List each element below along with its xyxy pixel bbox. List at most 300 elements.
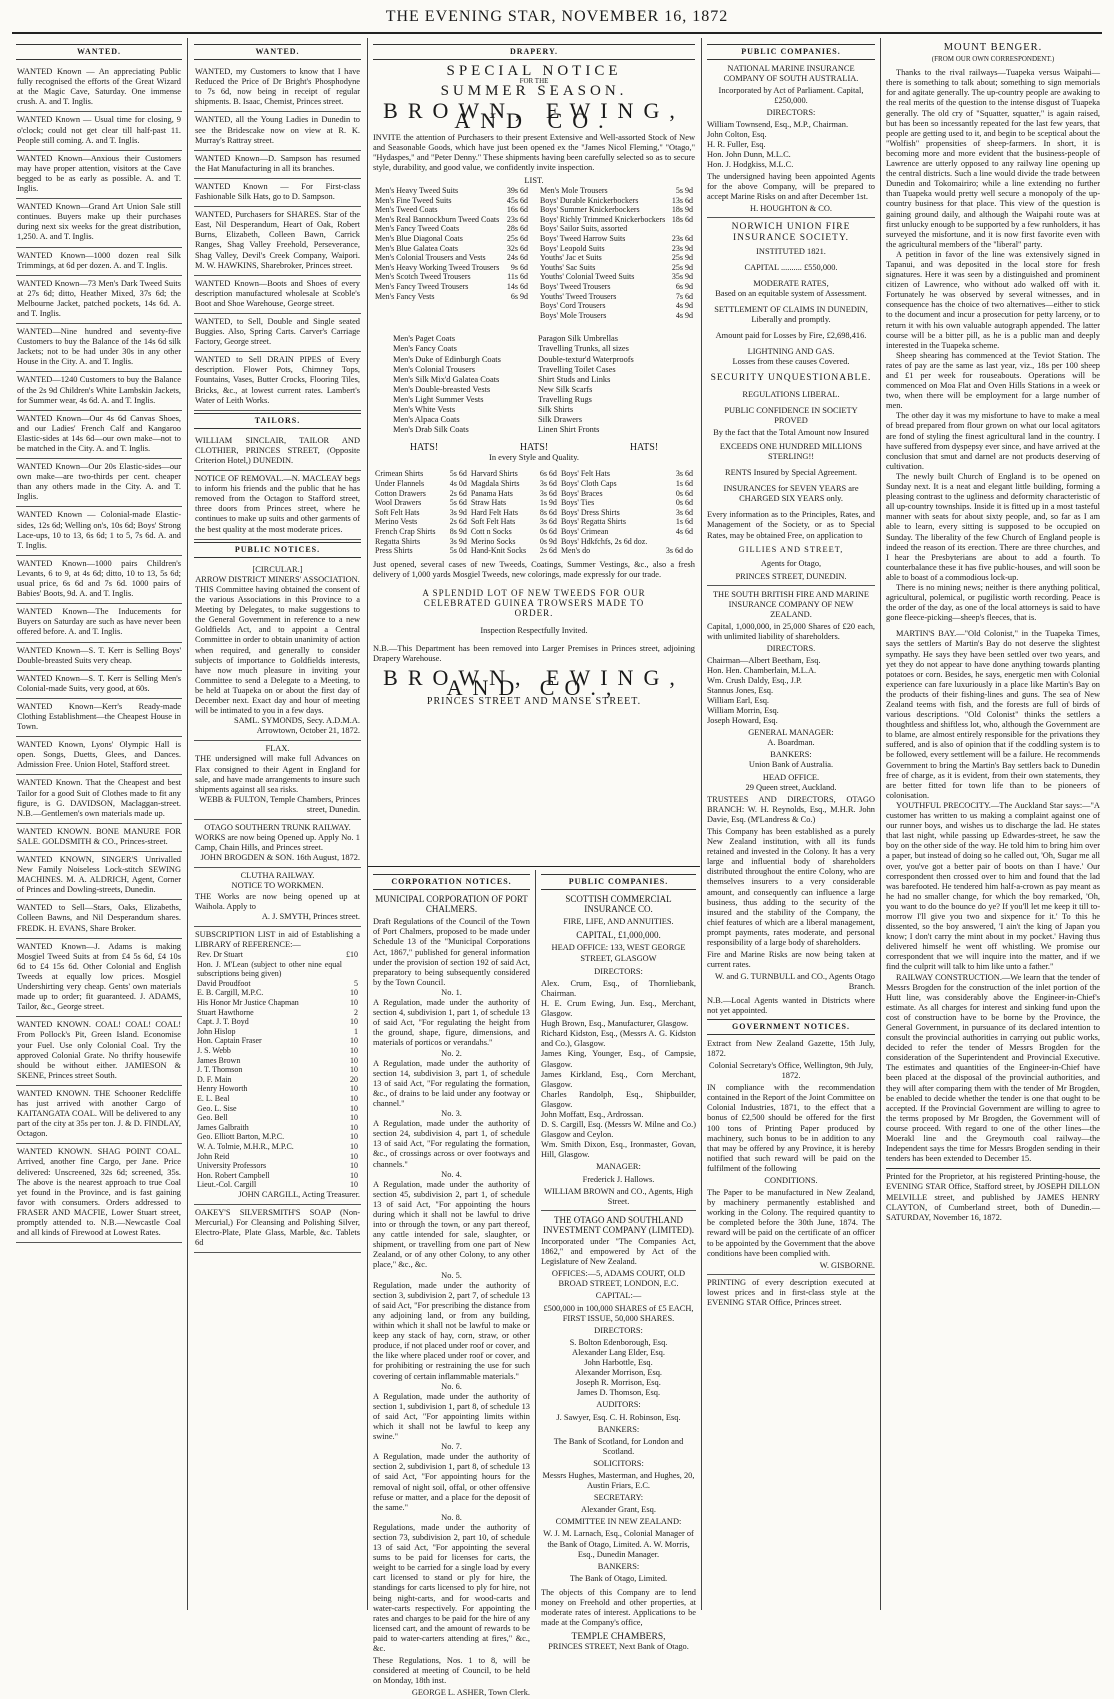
wanted-ad [16,276,182,324]
list-item: Men's Silk Mix'd Galatea Coats [393,374,500,384]
notice-title: CLUTHA RAILWAY. [240,871,315,881]
ad-text: WANTED Known—S. T. Kerr is Selling Men's Colonial-made Suits, very good, at 60s. [17,673,181,693]
table-cell: Rev. Dr Stuart [197,950,243,960]
wanted-ad [16,556,182,604]
column-divider [880,38,881,1610]
director: H. R. Fuller, Esq. [707,139,766,149]
ad-text: WANTED to Sell DRAIN PIPES of Every description. Flower Pots, Chimney Tops, Fountains, Vases, Butter Crocks, Flooring Tiles, Bricks, &c., at lowest current rates. Lambert's Water of Leith Works. [195,355,360,405]
hats-row [373,443,695,453]
table-cell: French Crap Shirts [375,527,436,537]
table-row [373,253,530,263]
section-header: PUBLIC COMPANIES. [541,874,696,890]
table-row [538,234,695,244]
director: Joseph Howard, Esq. [707,716,778,726]
table-cell: Boys' Durable Knickerbockers [540,195,639,205]
table-row [195,988,360,998]
table-cell: 10 [350,1045,358,1055]
table-cell: Men's Mole Trousers [540,186,608,196]
table-row [195,1152,360,1162]
ad-text: WANTED Known—J. Adams is making Mosgiel Tweed Suits at from £4 5s 6d, £4 10s 6d to £4 15s 6d. Other Colonial and English Tweeds at equally low prices. Mosgiel Undershirting very cheap. Gents' own materials made up to order; fit guaranteed. J. ADAMS, Tailor, &c., George street. [17,941,181,1012]
table-cell: 3s 6d [539,479,557,489]
wanted-ad [16,248,182,276]
notice-subtitle: INSTITUTED 1821. [756,246,826,256]
column-divider [535,870,536,1610]
wanted-ad [194,112,361,150]
wanted-ad [16,151,182,199]
table-cell: 11s 6d [507,272,528,282]
regulation-number: No. 4. [441,1169,462,1179]
notice-title: MUNICIPAL CORPORATION OF PORT CHALMERS. [375,894,528,915]
hats-subtitle: In every Style and Quality. [489,453,579,463]
table-cell: 10 [350,998,358,1007]
firm-name: BROWN, EWING, AND CO. [383,98,685,134]
table-cell: Youths' Jac et Suits [540,253,602,263]
regulation-text: A Regulation, made under the authority of section 45, subdivision 2, part 1, of schedule 13 of said Act, "For appointing the hours during which it shall not be lawful to drive into or through the town, or any part thereof, any cattle intended for sale, slaughter, or shipment, or travelling from one part of New Zealand, or of any other Colony, to any other place," &c., &c. [373,1179,530,1270]
table-cell: £10 [346,950,358,960]
director: James King, Younger, Esq., of Campsie, Glasgow. [541,1049,696,1069]
feature: RENTS Insured by Special Agreement. [725,468,857,478]
director: Hon. J. Hodgkiss, M.L.C. [707,159,794,169]
table-row [538,292,695,302]
ad-text: WANTED KNOWN, SINGER'S Unrivalled New Family Noiseless Lock-stitch SEWING MACHINES. M. A. ALDRICH, Agent, Corner of Princes and Dowling-streets, Dunedin. [17,855,181,895]
arrow-notice [194,562,361,742]
ad-text: THE Works are now being opened up at Waihola. Apply to [195,891,360,911]
regulation-text: A Regulation, made under the authority of section 1, subdivision 1, part 8, of schedule 13 of said Act, "For appointing limits within which it shall not be lawful to keep any swine." [373,1391,530,1442]
list-item: Travelling Trunks, all sizes [538,344,629,354]
wanted-ad [16,199,182,247]
list-item: Men's White Vests [393,405,456,414]
table-cell: Boys' Dress Shirts [560,507,620,517]
feature-sub: By the fact that the Total Amount now Insured [713,427,869,437]
table-cell: Wool Drawers [375,498,422,508]
table-cell: 10 [350,1093,358,1103]
ad-text: N.B.—Local Agents wanted in Districts where not yet appointed. [707,995,875,1015]
table-cell: 3s 6d do [665,546,693,556]
section-header: WANTED. [16,44,182,60]
ad-text: WANTED Known—1000 pairs Children's Levants, 6 to 9, at 4s 6d; ditto, 10 to 13, 5s 6d; usual price, 6s 6d and 7s 6d. 1000 pairs of Babies' Boots, 9d. A. and T. Inglis. [17,558,181,599]
table-cell: 14s 6d [506,281,528,291]
wanted-ad [16,775,182,823]
table-cell: 23s 6d [671,234,693,243]
directors-list [707,656,875,727]
column-drapery [373,42,695,864]
list-item: Men's Colonial Trousers [393,364,476,374]
price-list-left [373,186,530,301]
table-row [195,1104,360,1114]
wanted-ad [16,1144,182,1243]
table-cell: 45s 6d [506,195,528,205]
table-cell: 1s 6d [675,479,693,489]
wanted-ad [194,207,361,276]
table-cell: D. F. Main [197,1074,232,1084]
label: DIRECTORS: [594,966,643,976]
table-cell: 10 [350,988,358,998]
director: John Harbottle, Esq. [584,1358,653,1368]
article-paragraph: The other day it was my misfortune to have to make a meal of bread prepared from flour grown on what our local agitators are fond of styling the finest agricultural land in the country. I have suffered from dyspepsy ever since, and have arrived at the conclusion that smut and darnel are not products deserving of cultivation. [886,411,1100,471]
drapery-bottom-rule [368,866,700,867]
label: HEAD OFFICE. [762,772,820,782]
for-the: FOR THE [519,77,549,86]
table-row [195,1027,360,1037]
label: DIRECTORS. [766,644,816,654]
ad-text: WANTED Known—Kerr's Ready-made Clothing Establishment—the Cheapest House in Town. [17,701,181,732]
director: Hon. John Dunn, M.L.C. [707,149,791,159]
ad-text: WANTED Known — Colonial-made Elastic-sides, 12s 6d; Welling on's, 10s 6d; Boys' Strong Lace-ups, 10 to 13, 6s 6d; 1 to 5, 7s 6d. A. and T. Inglis. [17,510,181,550]
table-cell: James Galbraith [197,1122,249,1132]
table-row [538,196,695,206]
label: COMMITTEE IN NEW ZEALAND: [555,1517,682,1527]
table-cell: Henry Howorth [197,1084,248,1094]
table-cell: Geo. Bell [197,1113,228,1123]
article-paragraph: Sheep shearing has commenced at the Teviot Station. The rates of pay are the same as last year, viz., 18s per 100 sheep and £1 per week for rouseabouts. Operations will be commenced on Moa Flat and Oven Hills Stations in a week or two, when there will be employment for a large number of men. [886,350,1100,411]
wanted-ad [16,411,182,459]
hats-label: HATS! [519,442,549,454]
directors-list [541,979,696,1161]
director: James D. Thomson, Esq. [576,1388,661,1398]
ad-text: Fire and Marine Risks are now being taken at current rates. [707,950,875,970]
label: BANKERS: [597,1561,640,1571]
flax-notice [194,741,361,820]
feature-sub: Based on an equitable system of Assessment. [715,288,867,298]
ad-text: THE undersigned will make full Advances on Flax consigned to their Agent in England for sale, and have made arrangements to insure such shipments against all sea risks. [195,754,360,794]
article-paragraph: YOUTHFUL PRECOCITY.—The Auckland Star says:—"A customer has written to us making a complaint against one of our runner boys, and wishes us to discharge the lad. He states that last night, while passing up Edwardes-street, he saw the boy on the other side of the way. He told him to bring him over a paper, but instead of doing so he called out, 'Oh, Sugar me all over, you've got a better pair of boots on than I have.' Our correspondent then crossed over to him and found that the lad was barefooted. He tendered him half-a-crown as pay meant as he had no smaller change, for which the boy remarked, 'Oh, you want to do the bounce do ye? If you'll let me keep it till to-morrow I'll give you two and sixpence for it.' To this he dissented, so the boy answered, 'I ain't the king of Japan you know; I don't carry the mint about in my pocket.' Having thus delivered himself he went off whistling. We promise our correspondent that we will inquire into the matter, and if we find the culprit will talk to him like unto a father." [886,800,1100,972]
table-cell: 4s 0d [449,479,467,489]
table-row [195,1017,360,1027]
table-cell: Boys' Cloth Caps [560,479,617,489]
article-byline: (FROM OUR OWN CORRESPONDENT.) [931,55,1055,64]
table-cell: Cott n Socks [470,527,512,537]
head-office: 29 Queen street, Auckland. [745,782,837,792]
director: Alexander Morrison, Esq. [575,1368,662,1378]
regulations-list [373,988,530,1654]
table-row [538,253,695,263]
table-row [373,508,695,518]
column-mount-benger [886,42,1100,1608]
table-cell: Lieut.-Col. Cargill [197,1180,257,1190]
wanted-ad [16,459,182,507]
table-row [538,263,695,273]
firm-name-bottom: BROWN, EWING, AND CO., [383,664,685,700]
director: John Colton, Esq. [707,129,767,139]
wanted-ad [194,352,361,410]
ad-text: WANTED KNOWN. BONE MANURE FOR SALE. GOLDSMITH & CO., Princes-street. [17,826,181,846]
article-paragraph: The newly built Church of England is to be opened on Sunday next. It is a neat and elegant little building, forming a pleasing contrast to the ugliness and deformity characteristic of all up-country townships. Inside it is fitted up in a most tasteful manner with seats for about sixty people, and, so far as I am able to learn, every sitting is supposed to be occupied on Sunday. The liberality of the few Church of England people is indeed the reason of its erection. There are three churches, and I hear the Presbyterians are about to add a fourth. To counterbalance these it has five public-houses, and will soon be able to boast of a commodious lock-up. [886,471,1100,582]
article-paragraph: Thanks to the rival railways—Tuapeka versus Waipahi—there is something to talk about; something to sign memorials for and agitate generally. The up-country people are awaking to the real merits of the question to the intense disgust of Tuapeka generally. The old cry of "Squatter, squatter," is again raised, but has been so incessantly repeated for the last few years, that people are getting used to it, and begin to be sceptical about the "Wolfish" propensities of sheep-farmers. In short, it is becoming more and more evident that the business-people of Lawrence are utterly opposed to any railway line opening up the central districts. Such a line would divide the trade between Dunedin and Tokomairiro; while a line extending no further than Tuapeka would pretty well secure a monopoly of the up-country business for that place. This view of the question is gaining ground daily, and although the Waipahi route was at first unlucky enough to be supported by a few runholders, it has surveyed the misfortune, and it is now first favorite even with the agricultural members of the "liberal" party. [886,68,1100,249]
table-cell: Boys' Felt Hats [560,469,610,479]
table-cell: 3s 6d [539,488,557,498]
subscription-list [194,927,361,1205]
table-cell: Boys' Regatta Shirts [560,517,626,527]
wanted-ad [16,112,182,150]
table-cell: Men's Tweed Coats [375,205,438,215]
summer-season-title: SUMMER SEASON. [440,83,628,100]
table-cell: Crimean Shirts [375,469,424,479]
table-row [195,1132,360,1142]
price-list [373,186,695,320]
table-row [373,224,530,234]
table-cell: 10 [350,1084,358,1094]
signature: W. and G. TURNBULL and CO., Agents Otago Branch. [715,972,875,992]
signature: SAML. SYMONDS, Secy. A.D.M.A. Arrowtown, October 21, 1872. [233,716,360,736]
ad-text: WANTED—Nine hundred and seventy-five Customers to buy the Balance of the 14s 6d silk Jackets; not to be had under 30s in any other House in the City. A. and T. Inglis. [17,327,181,367]
table-cell: Boys' Sailor Suits, assorted [540,224,628,234]
table-cell: 10 [350,1151,358,1161]
label: DIRECTORS: [766,108,816,118]
ad-text: NOTICE OF REMOVAL.—N. MACLEAY begs to inform his friends and the public that he has removed from the Octagon to Stafford street, three doors from Princes street, where he continues to make up suits and other garments of the best quality at the most moderate prices. [195,474,360,534]
table-row [538,272,695,282]
table-cell: 13s 6d [671,195,693,205]
table-cell: University Professors [197,1161,267,1171]
table-row [373,479,695,489]
director: Hon. Hen. Chamberlain, M.L.A. [707,665,817,675]
table-cell: Panama Hats [470,488,513,498]
label: CAPITAL:— [595,1291,642,1301]
table-cell: Youths' Colonial Tweed Suits [540,272,635,282]
list-item: New Silk Scarfs [538,384,593,394]
table-cell: 24s 6d [506,253,528,263]
wanted-ad [16,643,182,671]
removal-notice [194,471,361,540]
section-header: GOVERNMENT NOTICES. [707,1019,875,1035]
regulation-number: No. 2. [441,1048,462,1058]
ad-text: WANTED Known—Grand Art Union Sale still continues. Buyers make up their purchases during next six weeks for the great distribution, 1,250. A. and T. Inglis. [17,202,181,242]
feature: MODERATE RATES, [753,278,829,288]
wanted-ad [16,372,182,410]
list-item: Men's Drab Silk Coats [393,425,469,435]
director: Joseph R. Morrison, Esq. [576,1378,661,1388]
table-row [195,1180,360,1190]
table-cell: 10 [350,1113,358,1123]
table-cell: 10 [350,1055,358,1065]
table-cell: 23s 9d [671,243,693,253]
table-cell: Hon. J. M'Lean (subject to other nine equal subscriptions being given) [197,959,342,979]
table-cell: Boys' Crimean [560,527,609,537]
director: William Townsend, Esq., M.P., Chairman. [707,119,849,129]
bankers: The Bank of Scotland, for London and Scotland. [553,1436,684,1456]
signature: JOHN BROGDEN & SON. 16th August, 1872. [200,853,360,863]
table-cell: 4s 6d [675,527,693,537]
table-row [195,1171,360,1181]
table-cell: 2s 6d [449,488,467,498]
table-cell [669,224,695,234]
table-row [373,196,530,206]
table-row [373,234,530,244]
table-cell: 0s 6d [675,498,693,508]
table-cell: Geo. L. Sise [197,1103,237,1113]
table-cell: Capt. J. T. Boyd [197,1017,249,1027]
feature-sub: Losses from these causes Covered. [732,357,850,367]
director: Chairman—Albert Beetham, Esq. [707,655,821,665]
table-cell: 2s 6d [539,546,557,556]
table-cell: 6s 6d [539,469,557,479]
notice-title: FLAX. [265,744,290,754]
table-cell: James Brown [197,1055,241,1065]
capital: CAPITAL, £1,000,000. [576,930,661,941]
table-cell: 1s 6d [675,517,693,527]
table-cell: His Honor Mr Justice Chapman [197,998,299,1007]
table-cell: 5 [354,978,358,988]
table-cell: David Proudfoot [197,978,251,988]
table-cell: J. S. Webb [197,1045,231,1055]
table-cell: Straw Hats [470,498,507,508]
article-title: MOUNT BENGER. [943,42,1043,53]
ad-text: WANTED, all the Young Ladies in Dunedin to see the Bridescake now on view at R. K. Murray's Rattray street. [195,115,360,145]
feature: SETTLEMENT OF CLAIMS IN DUNEDIN, Liberally and promptly. [714,304,868,325]
column-public-companies [541,872,696,1652]
table-cell: Youths' Sac Suits [540,262,596,272]
ad-text: WANTED Known — An appreciating Public fully recognised the efforts of the Great Wizard at the Magic Cave, Saturday. One immense crush. A. and T. Inglis. [17,67,181,107]
table-cell: Soft Felt Hats [470,517,516,527]
label: AUDITORS: [596,1400,641,1410]
column-divider [367,38,368,1610]
feature: REGULATIONS LIBERAL. [742,389,840,399]
feature: SECURITY UNQUESTIONABLE. [710,373,872,384]
ad-text: WANTED Known—Our 20s Elastic-sides—our own make—are two-thirds per cent. cheaper than any others made in the City. A. and T. Inglis. [17,462,181,502]
table-cell: Men's Real Bannockburn Tweed Coats [375,214,500,224]
notice-title: SCOTTISH COMMERCIAL INSURANCE CO. [565,894,672,915]
address: PRINCES STREET, Next Bank of Otago. [548,1642,689,1652]
ad-text: WANTED KNOWN. SHAG POINT COAL. Arrived, another fine Cargo, per Jane. Price delivered: Unscreened, 32s 6d; screened, 35s. The above is the nearest approach to true Coal yet found in the Province, and is fast gaining favor with consumers. Orders addressed to FRASER AND MACFIE, Lower Stuart street, promptly attended to. N.B.—Newcastle Coal and all kinds of Firewood at Lowest Rates. [17,1147,181,1238]
list-title: LIST. [524,175,544,185]
drapery-splendid: A SPLENDID LOT OF NEW TWEEDS FOR OUR CELEBRATED GUINEA TROWSERS MADE TO ORDER. [422,588,646,619]
wanted-ad [16,699,182,737]
director: Alex. Crum, Esq., of Thornliebank, Chairman. [541,978,696,998]
table-cell: 5s 6d [449,498,467,508]
wanted-ad [16,1017,182,1086]
table-cell: Men's Fancy Vests [375,291,435,301]
ad-text: Capital, 1,000,000, in 25,000 Shares of £20 each, with unlimited liability of shareholders. [707,622,875,642]
table-row [373,215,530,225]
table-cell: 2s 6d [449,517,467,527]
label: SECRETARY: [593,1493,644,1503]
table-row [195,1113,360,1123]
table-cell: 3s 6d [675,469,693,479]
table-row [538,205,695,215]
table-cell: 10 [350,1103,358,1113]
section-header: TAILORS. [194,413,361,429]
table-row [373,205,530,215]
table-cell: 10 [350,1141,358,1151]
wanted-ad [16,604,182,642]
ad-text: WANTED—1240 Customers to buy the Balance of the 2s 9d Children's White Lambskin Jackets, for Summer wear, 4s 6d. A. and T. Inglis. [17,375,181,405]
signature: GEORGE L. ASHER, Town Clerk. [411,1688,530,1698]
table-cell: Men's Colonial Trousers and Vests [375,253,486,263]
director: Wm. Smith Dixon, Esq., Ironmaster, Govan, Hill, Glasgow. [541,1140,696,1160]
table-cell: Press Shirts [375,546,413,556]
table-cell: Geo. Elliott Barton, M.P.C. [197,1132,285,1142]
auditors: J. Sawyer, Esq. C. H. Robinson, Esq. [556,1412,681,1422]
table-cell: Boys' Richly Trimmed Knickerbockers [540,214,666,224]
notice-subtitle: NOTICE TO WORKMEN. [231,881,324,891]
section-header: PUBLIC COMPANIES. [707,44,875,60]
table-cell: Hand-Knit Socks [470,546,527,556]
table-cell: Boys' Tweed Harrow Suits [540,234,626,243]
table-cell: 32s 6d [506,243,528,253]
section-header: CORPORATION NOTICES. [373,874,530,890]
table-cell: 1 [354,1026,358,1036]
label: DIRECTORS: [594,1325,643,1335]
table-cell: 35s 9d [671,272,693,282]
ad-text: WANTED to Sell—Stars, Oaks, Elizabeths, Colleen Bawns, and Nil Desperandum shares. FREDK. H. EVANS, Share Broker. [17,903,181,933]
table-cell [344,960,360,979]
notice-title: SUBSCRIPTION LIST in aid of Establishing a LIBRARY of REFERENCE:— [195,929,360,949]
label: GENERAL MANAGER: [748,728,834,738]
ad-text: THIS Committee having obtained the consent of the various Associations in this Province to a Meeting by Delegates, to make suggestions to the General Government in reference to a new Goldfields Act, and to appoint a Central Committee in order to obtain unanimity of action when required, and generally to consider subjects of importance to Goldfields interests, have now much pleasure in inviting your Committee to send a Delegate to a Meeting, to be held at Tuapeka on or about the first day of December next. Exact day and hour of meeting will be intimated to you in a few days. [195,584,360,716]
notice-title: OTAGO SOUTHERN TRUNK RAILWAY. [204,823,351,832]
list-item: Men's Light Summer Vests [393,394,484,404]
table-row [538,244,695,254]
table-cell: 0s 6d [675,488,693,498]
ad-text: This Company has been established as a purely New Zealand institution, with all its funds retained and invested in the Colony. It has a very large and influential body of shareholders distributed throughout the entire Colony, who are themselves insurers to a very considerable amount, and consequently can influence a large business, thus adding to the security of the insured and the stability of the Company, the chief features of which are a liberal management, prompt payments, rates moderate, and personal responsibility of a large body of shareholders. [707,827,875,948]
list-item: Shirt Studs and Links [538,374,611,384]
regulation-text: Regulation, made under the authority of section 3, subdivision 2, part 7, of schedule 13 of said Act, "For prescribing the distance from any adjoining land, or from any building, within which it shall not be lawful to make or keep any stack of hay, corn, straw, or other produce, if not placed under roof or cover, and the like where placed under roof or cover, and for prohibiting or restraining the use for such covering of certain inflammable materials." [373,1280,530,1381]
table-row [538,215,695,225]
list-item: Men's Double-breasted Vests [393,384,491,394]
ad-text: The Paper to be manufactured in New Zealand, by machinery permanently established and working in the Colony. The required quantity to be completed before the 30th June, 1874. The reward will be paid on the certificate of an officer to be appointed by the Government that the above conditions have been complied with. [707,1188,875,1258]
regulation-text: A Regulation, made under the authority of section 14, subdivision 3, part 1, of schedule 13 of said Act, "For regulating the formation, &c., of drains to be laid under any footway or channel." [373,1058,530,1108]
table-cell: 2 [354,1007,358,1017]
table-cell: W. A. Tolmie, M.H.R., M.P.C. [197,1141,294,1151]
signature: JOHN CARGILL, Acting Treasurer. [238,1189,360,1199]
gov-office: Colonial Secretary's Office, Wellington, 9th July, 1872. [708,1060,874,1081]
wanted-ad [16,1086,182,1144]
regulation-text: Regulations, made under the authority of section 73, subdivision 2, part 10, of schedule 13 of said Act, "For appointing the several sums to be paid for licenses for carts, the weight to be carried for a single load by every cart licensed to stand or ply for hire, the standings for carts licensed to ply for hire, not being night-carts, and for wood-carts and water-carts respectively. For appointing the rates and charges to be paid for the hire of any licensed cart, and the amount of rewards to be paid to water-carters attending at fires," &c., &c. [373,1522,530,1654]
regulation-number: No. 3. [441,1109,462,1119]
table-cell: Men's do [560,546,591,556]
agent-address: PRINCES STREET, DUNEDIN. [707,572,875,586]
table-cell: Boys' Mole Trousers [540,310,607,320]
table-cell: Hon. Captain Fraser [197,1036,262,1046]
table-row [373,244,530,254]
ad-text: Every information as to the Principles, Rates, and Management of the Society, or as to Special Rates, may be obtained Free, on application to [707,510,875,540]
circular-label: [CIRCULAR.] [252,564,303,574]
ad-text: WANTED Known—S. T. Kerr is Selling Boys' Double-breasted Suits very cheap. [17,645,181,665]
offices: OFFICES:—5, ADAMS COURT, OLD BROAD STREET, LONDON, E.C. [551,1269,686,1289]
table-cell: Magdala Shirts [470,479,520,489]
solicitors: Messrs Hughes, Masterman, and Hughes, 20, Austin Friars, E.C. [542,1470,695,1491]
table-cell: Youths' Tweed Trousers [540,291,617,301]
table-cell: 39s 6d [506,186,528,196]
list-item: Linen Shirt Fronts [538,425,600,435]
table-cell: 10 [350,1017,358,1027]
table-cell: 28s 6d [506,224,528,234]
secretary: Alexander Grant, Esq. [581,1505,656,1515]
table-cell: 0s 6d [539,527,557,537]
director: Stannus Jones, Esq. [707,685,774,695]
table-cell: Boys' Tweed Trousers [540,281,611,291]
notice-title: NATIONAL MARINE INSURANCE COMPANY OF SOUTH AUSTRALIA. [723,64,859,84]
soap-ad [194,1205,361,1253]
list-item: Men's Alpaca Coats [393,415,460,425]
director: William Earl, Esq. [707,695,769,705]
table-cell: 10 [350,1180,358,1190]
feature: LIGHTNING AND GAS. [747,347,835,357]
ad-text: WORKS are now being Opened up. Apply No. 1 Camp, Chain Hills, and Princes street. [195,833,360,853]
table-row [373,272,530,282]
section-header: PUBLIC NOTICES. [194,542,361,558]
ad-text: WANTED Known—73 Men's Dark Tweed Suits at 27s 6d; ditto, Heather Mixed, 37s 6d; the Melbourne Jacket, patched pockets, 14s 6d. A. and T. Inglis. [17,278,181,318]
table-cell: John Hislop [197,1026,236,1036]
notice-title: THE OTAGO AND SOUTHLAND INVESTMENT COMPANY (LIMITED). [543,1214,694,1235]
table-cell: Men's Fancy Tweed Coats [375,224,460,234]
subscription-table [195,950,360,1190]
price-list-right [538,186,695,320]
regulation-text: A Regulation, made under the authority of section 24, subdivision 4, part 1, of schedule 13 of said Act, "For regulating the formation, &c., of crossings across or over footways and channels." [373,1119,530,1169]
table-cell: 3s 9d [449,536,467,546]
table-cell: Boys' Cord Trousers [540,301,606,311]
list-item: Double-textur'd Waterproofs [538,354,634,364]
column-wanted-2 [194,42,361,1608]
